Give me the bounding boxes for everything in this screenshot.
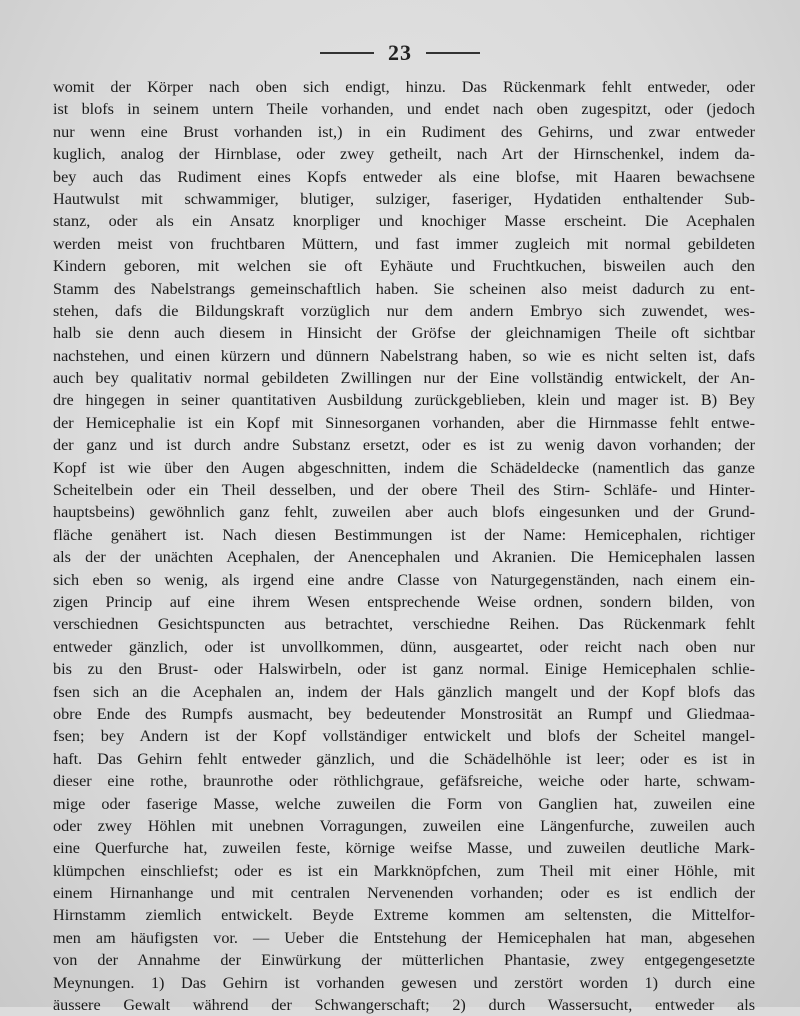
text-line: als der der unächten Acephalen, der Anencephalen und Akranien. Die Hemicephalen lassen — [53, 548, 755, 567]
text-line: fläche genähert ist. Nach diesen Bestimmungen ist der Name: Hemicephalen, richtiger — [53, 525, 755, 544]
text-line: Hirnstamm ziemlich entwickelt. Beyde Extreme kommen am seltensten, die Mittelfor- — [53, 906, 755, 925]
text-line: halb sie denn auch diesem in Hinsicht der Gröfse der gleichnamigen Theile oft sichtbar — [53, 324, 755, 343]
text-line: nachstehen, und einen kürzern und dünnern Nabelstrang haben, so wie es nicht selten ist, dafs — [53, 346, 755, 365]
text-line: äussere Gewalt während der Schwangerschaft; 2) durch Wassersucht, entweder als — [53, 996, 755, 1015]
text-line: stanz, oder als ein Ansatz knorpliger und knochiger Masse erscheint. Die Acephalen — [53, 212, 755, 231]
text-line: fsen; bey Andern ist der Kopf vollständiger entwickelt und blofs der Scheitel mangel- — [53, 727, 755, 746]
text-line: kuglich, analog der Hirnblase, oder zwey getheilt, nach Art der Hirnschenkel, indem da- — [53, 145, 755, 164]
page-header — [0, 40, 800, 66]
body-text — [53, 76, 755, 1016]
text-line: werden meist von fruchtbaren Müttern, und fast immer zugleich mit normal gebildeten — [53, 234, 755, 253]
text-line: verschiednen Gesichtspuncten aus betrachtet, verschiedne Reihen. Das Rückenmark fehlt — [53, 615, 755, 634]
text-line: haft. Das Gehirn fehlt entweder gänzlich, und die Schädelhöhle ist leer; oder es ist in — [53, 749, 755, 768]
text-line: dre hingegen in seiner quantitativen Ausbildung zurückgeblieben, klein und mager ist. B) Bey — [53, 391, 755, 410]
text-line: eine Querfurche hat, zuweilen feste, körnige weifse Masse, und zuweilen deutliche Mark- — [53, 839, 755, 858]
text-line: bey auch das Rudiment eines Kopfs entweder als eine blofse, mit Haaren bewachsene — [53, 167, 755, 186]
header-rule-left — [320, 52, 374, 54]
text-line: nur wenn eine Brust vorhanden ist,) in ein Rudiment des Gehirns, und zwar entweder — [53, 122, 755, 141]
text-line: hauptsbeins) gewöhnlich ganz fehlt, zuweilen aber auch blofs eingesunken und der Grund- — [53, 503, 755, 522]
header-rule-right — [426, 52, 480, 54]
text-line: fsen sich an die Acephalen an, indem der Hals gänzlich mangelt und der Kopf blofs das — [53, 682, 755, 701]
text-line: der Hemicephalie ist ein Kopf mit Sinnesorganen vorhanden, aber die Hirnmasse fehlt entwe- — [53, 413, 755, 432]
text-line: Meynungen. 1) Das Gehirn ist vorhanden gewesen und zerstört worden 1) durch eine — [53, 973, 755, 992]
text-line: auch bey qualitativ normal gebildeten Zwillingen nur der Eine vollständig entwickelt, der An- — [53, 369, 755, 388]
text-line: der ganz und ist durch andre Substanz ersetzt, oder es ist zu wenig davon vorhanden; der — [53, 436, 755, 455]
text-line: Kopf ist wie über den Augen abgeschnitten, indem die Schädeldecke (namentlich das ganze — [53, 458, 755, 477]
text-line: mige oder faserige Masse, welche zuweilen die Form von Ganglien hat, zuweilen eine — [53, 794, 755, 813]
text-line: einem Hirnanhange und mit centralen Nervenenden vorhanden; oder es ist endlich der — [53, 884, 755, 903]
text-line: womit der Körper nach oben sich endigt, hinzu. Das Rückenmark fehlt entweder, oder — [53, 78, 755, 96]
text-line: klümpchen einschliefst; oder es ist ein Markknöpfchen, zum Theil mit einer Höhle, mit — [53, 861, 755, 880]
text-line: oder zwey Höhlen mit unebnen Vorragungen, zuweilen eine Längenfurche, zuweilen auch — [53, 816, 755, 835]
text-line: zigen Princip auf eine ihrem Wesen entsprechende Weise ordnen, sondern bilden, von — [53, 592, 755, 611]
page-number: 23 — [388, 40, 412, 65]
text-line: Kindern geboren, mit welchen sie oft Eyhäute und Fruchtkuchen, bisweilen auch den — [53, 257, 755, 276]
text-line: ist blofs in seinem untern Theile vorhanden, und endet nach oben zugespitzt, oder (jedoch — [53, 100, 755, 119]
text-line: bis zu den Brust- oder Halswirbeln, oder ist ganz normal. Einige Hemicephalen schlie- — [53, 660, 755, 679]
text-line: entweder gänzlich, oder ist unvollkommen, dünn, ausgeartet, oder reicht nach oben nur — [53, 637, 755, 656]
text-line: Stamm des Nabelstrangs gemeinschaftlich haben. Sie scheinen also meist dadurch zu ent- — [53, 279, 755, 298]
text-line: sich eben so wenig, als irgend eine andre Classe von Naturgegenständen, nach einem ein- — [53, 570, 755, 589]
text-line: dieser eine rothe, braunrothe oder röthlichgraue, gefäfsreiche, weiche oder harte, schwam- — [53, 772, 755, 791]
text-line: obre Ende des Rumpfs ausmacht, bey bedeutender Monstrosität an Rumpf und Gliedmaa- — [53, 704, 755, 723]
text-line: Hautwulst mit schwammiger, blutiger, sulziger, faseriger, Hydatiden enthaltender Sub- — [53, 189, 755, 208]
text-line: Scheitelbein oder ein Theil desselben, und der obere Theil des Stirn- Schläfe- und Hinter- — [53, 481, 755, 500]
text-line: von der Annahme der Einwürkung der mütterlichen Phantasie, zwey entgegengesetzte — [53, 951, 755, 970]
text-line: stehen, dafs die Bildungskraft vorzüglich nur dem andern Embryo sich zuwendet, wes- — [53, 301, 755, 320]
text-line: men am häufigsten vor. — Ueber die Entstehung der Hemicephalen hat man, abgesehen — [53, 928, 755, 947]
